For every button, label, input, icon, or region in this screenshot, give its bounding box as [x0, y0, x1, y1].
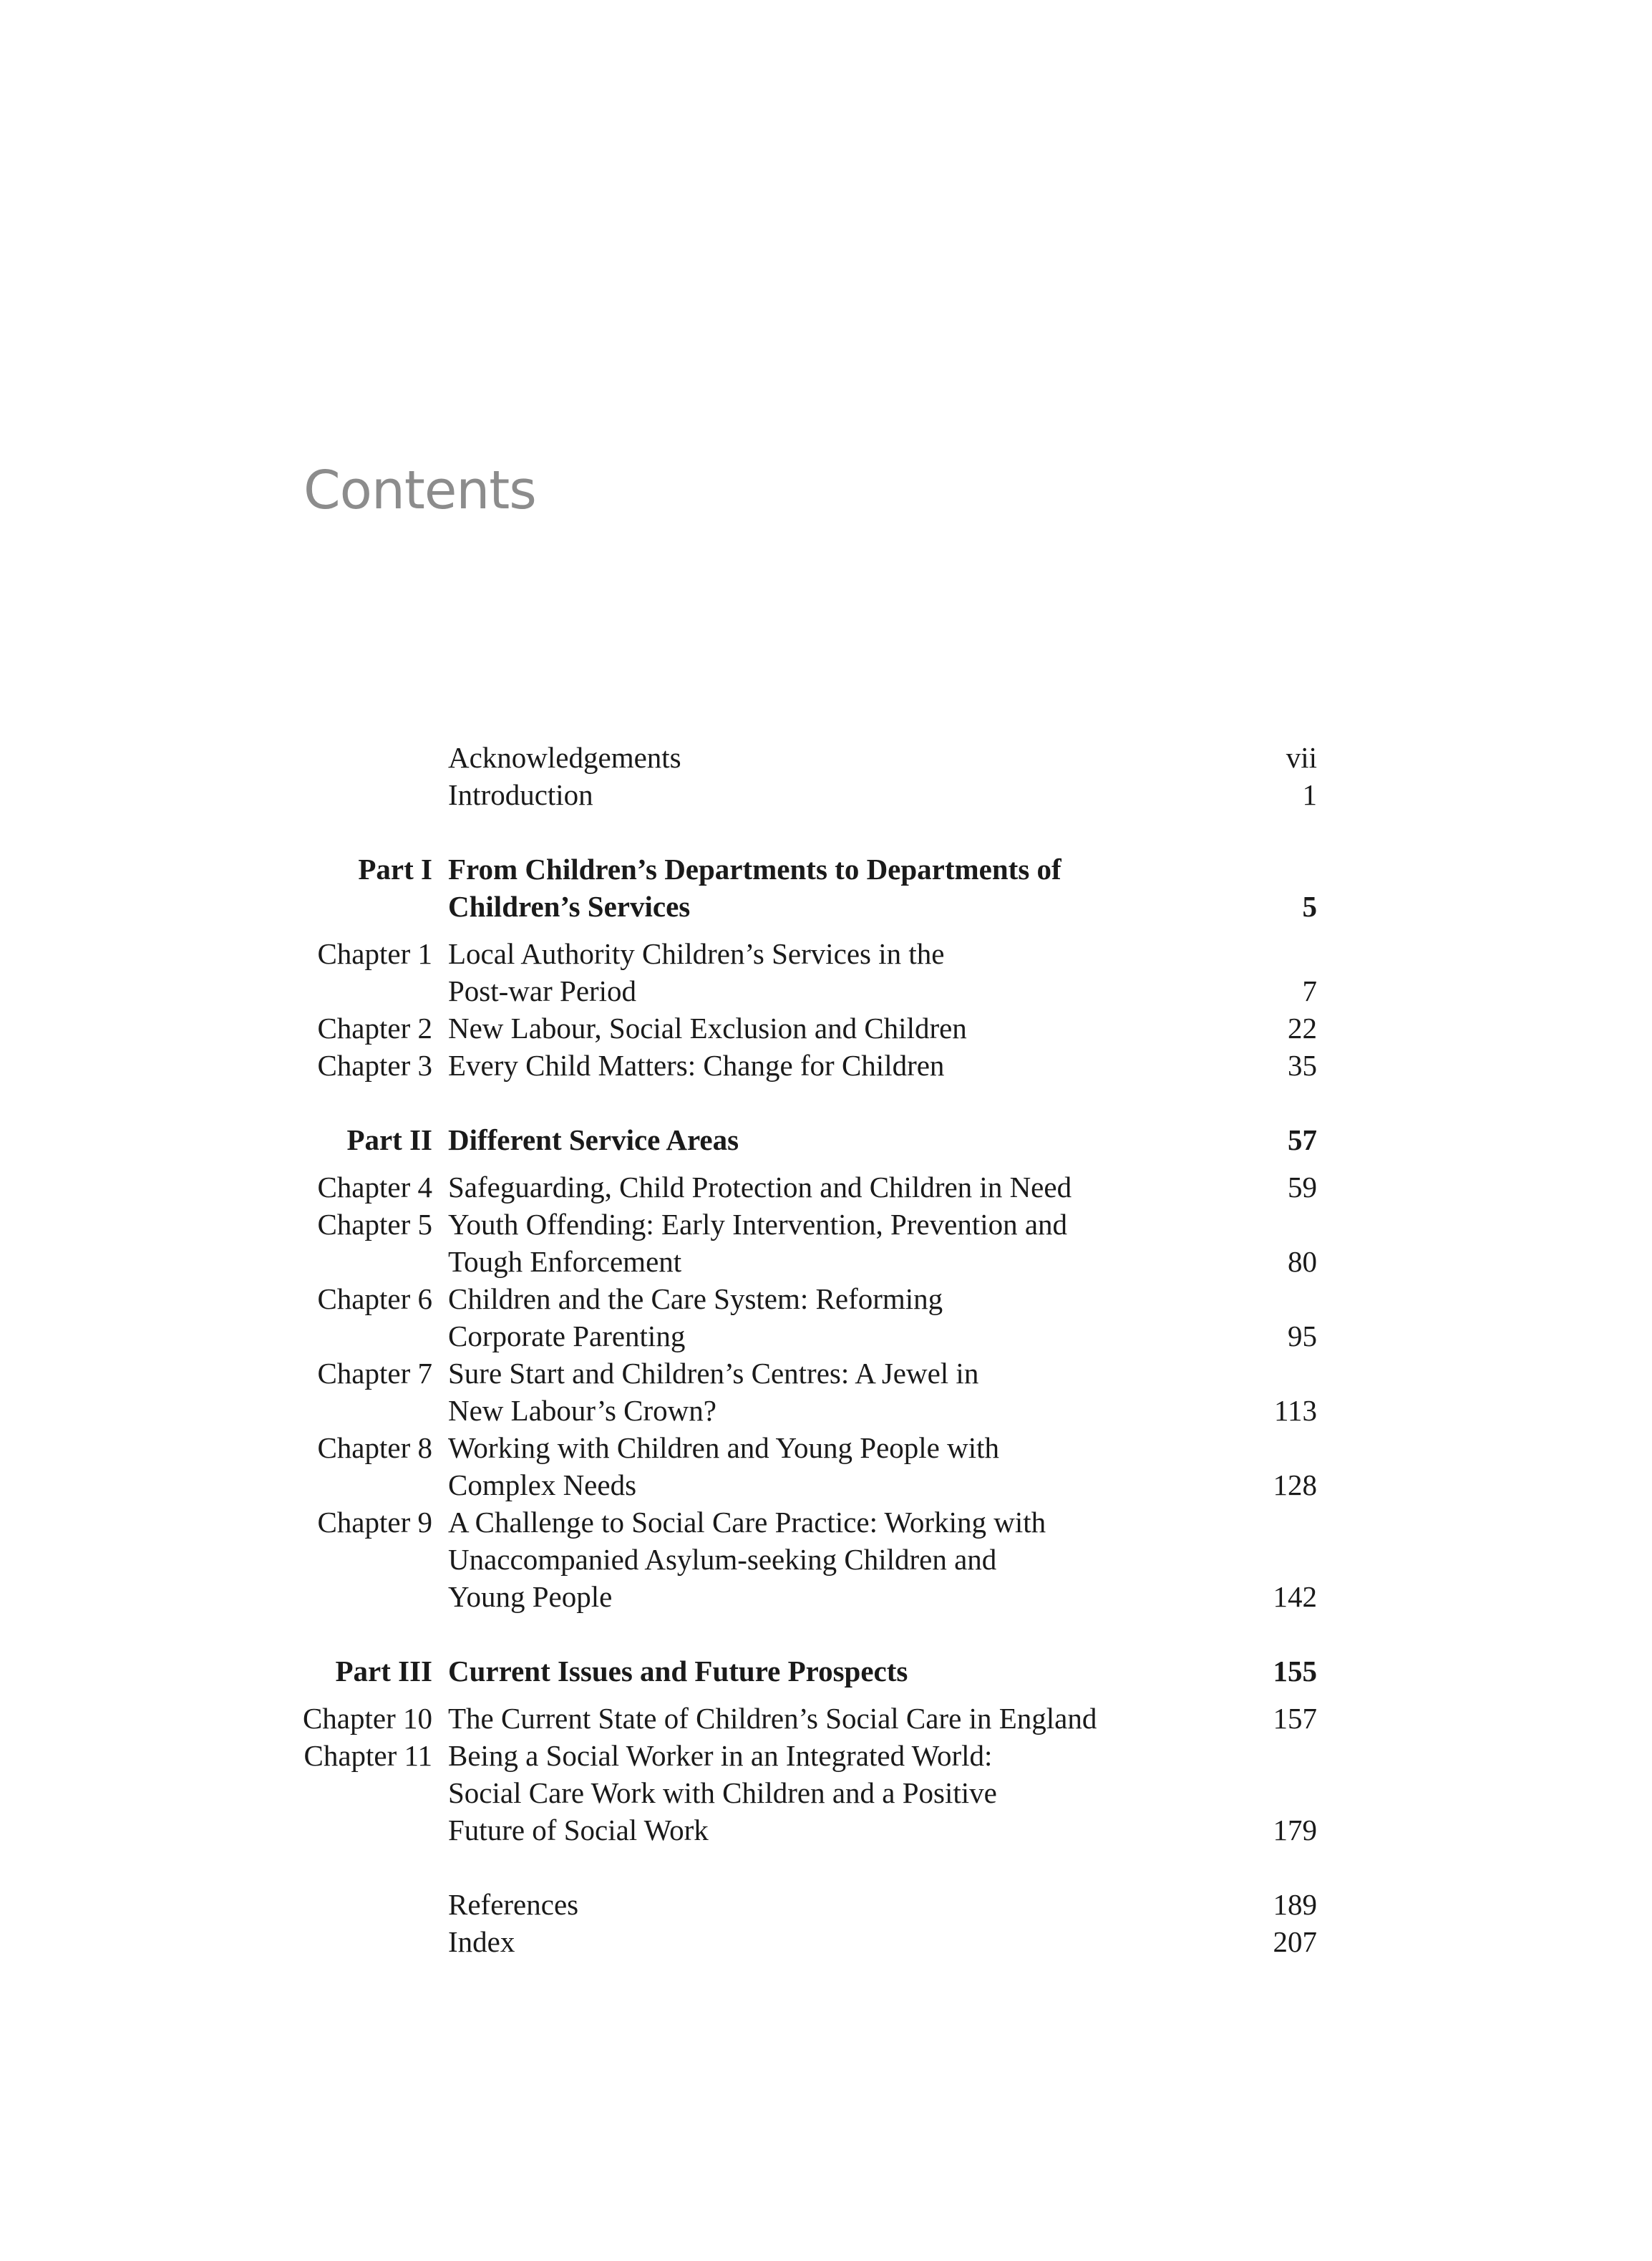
chapter-page: 22 — [1288, 1012, 1317, 1045]
chapter-label: Chapter 8 — [317, 1431, 432, 1464]
part-title-line: Children’s Services — [448, 890, 691, 923]
chapter-label: Chapter 1 — [317, 937, 432, 970]
part-label: Part I — [358, 853, 432, 886]
toc-chapter-1[interactable] — [272, 935, 1317, 1010]
chapter-page: 113 — [1274, 1394, 1317, 1427]
chapter-title-line: Post-war Period — [448, 974, 637, 1007]
chapter-page: 95 — [1288, 1320, 1317, 1352]
part-page: 155 — [1273, 1655, 1317, 1688]
chapter-label: Chapter 7 — [317, 1357, 432, 1390]
entry-title: References — [448, 1888, 579, 1921]
entry-title: Index — [448, 1925, 515, 1958]
part-page: 57 — [1288, 1123, 1317, 1156]
toc-chapter-2[interactable] — [272, 1010, 1317, 1047]
chapter-title-line: Complex Needs — [448, 1468, 637, 1501]
toc-chapter-6[interactable] — [272, 1280, 1317, 1355]
chapter-page: 142 — [1273, 1580, 1317, 1613]
chapter-title-line: Youth Offending: Early Intervention, Prevention and — [448, 1208, 1068, 1241]
entry-page: 1 — [1302, 778, 1317, 811]
part-label: Part II — [346, 1123, 432, 1156]
chapter-label: Chapter 9 — [317, 1506, 432, 1539]
chapter-page: 59 — [1288, 1171, 1317, 1204]
chapter-title-line: Local Authority Children’s Services in the — [448, 937, 945, 970]
part-title-line: Different Service Areas — [448, 1123, 739, 1156]
toc-chapter-5[interactable] — [272, 1206, 1317, 1280]
chapter-label: Chapter 11 — [303, 1739, 432, 1772]
chapter-title-line: Working with Children and Young People with — [448, 1431, 999, 1464]
toc-chapter-3[interactable] — [272, 1047, 1317, 1084]
toc-entry-references[interactable] — [272, 1886, 1317, 1923]
chapter-page: 35 — [1288, 1049, 1317, 1082]
chapter-title-line: Sure Start and Children’s Centres: A Jewel in — [448, 1357, 979, 1390]
toc-entry-index[interactable] — [272, 1923, 1317, 1960]
toc-entry-acknowledgements[interactable] — [272, 739, 1317, 776]
chapter-label: Chapter 10 — [302, 1702, 432, 1735]
chapter-title-line: Every Child Matters: Change for Children — [448, 1049, 945, 1082]
toc-entry-introduction[interactable] — [272, 776, 1317, 813]
entry-page: 207 — [1273, 1925, 1317, 1958]
toc-chapter-4[interactable] — [272, 1168, 1317, 1206]
chapter-title-line: Young People — [448, 1580, 613, 1613]
table-of-contents — [272, 739, 1317, 1960]
page-title: Contents — [303, 460, 536, 521]
entry-page: 189 — [1273, 1888, 1317, 1921]
chapter-title-line: Future of Social Work — [448, 1814, 709, 1846]
part-title-line: Current Issues and Future Prospects — [448, 1655, 908, 1688]
part-label: Part III — [335, 1655, 432, 1688]
entry-page: vii — [1286, 741, 1317, 774]
chapter-page: 179 — [1273, 1814, 1317, 1846]
toc-part-3[interactable] — [272, 1652, 1317, 1690]
chapter-title-line: The Current State of Children’s Social Care in England — [448, 1702, 1097, 1735]
chapter-title-line: New Labour’s Crown? — [448, 1394, 716, 1427]
chapter-title-line: Unaccompanied Asylum-seeking Children and — [448, 1543, 997, 1576]
chapter-page: 128 — [1273, 1468, 1317, 1501]
chapter-title-line: Tough Enforcement — [448, 1245, 682, 1278]
toc-chapter-8[interactable] — [272, 1429, 1317, 1504]
chapter-title-line: New Labour, Social Exclusion and Children — [448, 1012, 967, 1045]
chapter-title-line: Children and the Care System: Reforming — [448, 1282, 943, 1315]
toc-chapter-11[interactable] — [272, 1737, 1317, 1849]
chapter-title-line: Corporate Parenting — [448, 1320, 686, 1352]
toc-part-1[interactable] — [272, 851, 1317, 925]
entry-title: Introduction — [448, 778, 593, 811]
chapter-label: Chapter 4 — [317, 1171, 432, 1204]
entry-title: Acknowledgements — [448, 741, 681, 774]
chapter-page: 157 — [1273, 1702, 1317, 1735]
chapter-title-line: A Challenge to Social Care Practice: Working with — [448, 1506, 1046, 1539]
toc-chapter-10[interactable] — [272, 1700, 1317, 1737]
part-title-line: From Children’s Departments to Departments of — [448, 853, 1061, 886]
chapter-label: Chapter 3 — [317, 1049, 432, 1082]
chapter-page: 80 — [1288, 1245, 1317, 1278]
toc-chapter-7[interactable] — [272, 1355, 1317, 1429]
chapter-page: 7 — [1302, 974, 1317, 1007]
chapter-label: Chapter 6 — [317, 1282, 432, 1315]
chapter-title-line: Being a Social Worker in an Integrated World: — [448, 1739, 993, 1772]
chapter-title-line: Safeguarding, Child Protection and Children in Need — [448, 1171, 1072, 1204]
toc-part-2[interactable] — [272, 1121, 1317, 1158]
chapter-label: Chapter 2 — [317, 1012, 432, 1045]
chapter-label: Chapter 5 — [317, 1208, 432, 1241]
chapter-title-line: Social Care Work with Children and a Positive — [448, 1776, 997, 1809]
toc-chapter-9[interactable] — [272, 1504, 1317, 1615]
part-page: 5 — [1302, 890, 1317, 923]
